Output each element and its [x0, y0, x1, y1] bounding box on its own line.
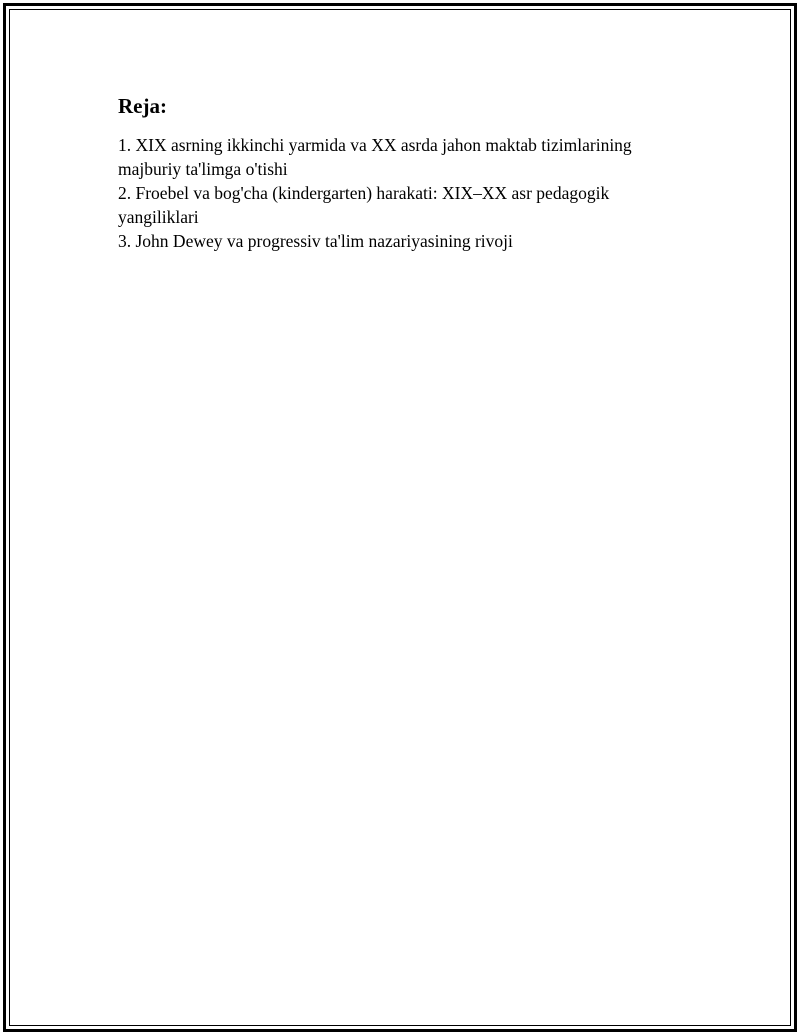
plan-item-1: 1. XIX asrning ikkinchi yarmida va XX asrda jahon maktab tizimlarining majburiy ta'limga o'tishi [118, 135, 632, 179]
plan-item-2: 2. Froebel va bog'cha (kindergarten) harakati: XIX–XX asr pedagogik yangiliklari [118, 183, 610, 227]
plan-list [118, 133, 678, 253]
plan-heading: Reja: [118, 94, 167, 118]
document-body [118, 93, 678, 253]
plan-item-3: 3. John Dewey va progressiv ta'lim nazariyasining rivoji [118, 231, 513, 251]
